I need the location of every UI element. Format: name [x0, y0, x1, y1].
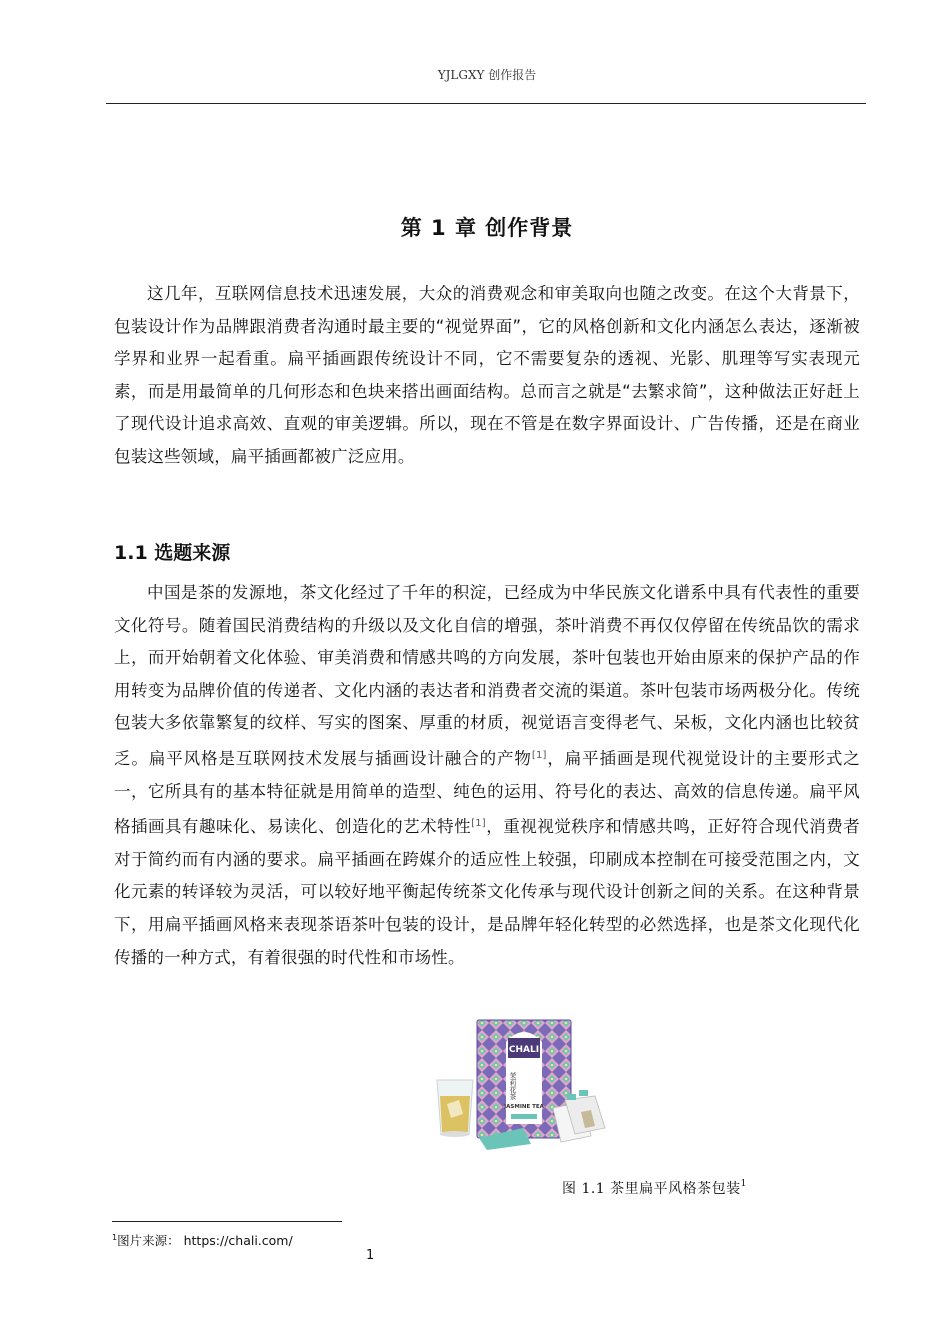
footnote: [112, 1231, 293, 1249]
footnote-mark: 1: [112, 1233, 118, 1242]
intro-paragraph: 这几年，互联网信息技术迅速发展，大众的消费观念和审美取向也随之改变。在这个大背景下，包装设计作为品牌跟消费者沟通时最主要的“视觉界面”，它的风格创新和文化内涵怎么表达，逐渐被学界和业界一起看重。扁平插画跟传统设计不同，它不需要复杂的透视、光影、肌理等写实表现元素，而是用最简单的几何形态和色块来搭出画面结构。总而言之就是“去繁求简”，这种做法正好赶上了现代设计追求高效、直观的审美逻辑。所以，现在不管是在数字界面设计、广告传播，还是在商业包装这些领域，扁平插画都被广泛应用。: [114, 284, 860, 466]
section-paragraph: [114, 577, 860, 974]
tea-glass: [437, 1080, 473, 1137]
header-rule: [106, 103, 866, 104]
footnote-label: 图片来源：: [117, 1233, 180, 1248]
footnote-rule: [112, 1221, 342, 1222]
page-number: 1: [366, 1248, 375, 1263]
figure-footnote-mark[interactable]: 1: [740, 1179, 747, 1189]
section-text-2: ，扁平插画是现代视觉设计的主要形式之一，它所具有的基本特征就是用简单的造型、纯色的运用、符号化的表达、高效的信息传递。扁平风格插画具有趣味化、易读化、创造化的艺术特性: [114, 748, 860, 837]
section-text-3: ，重视视觉秩序和情感共鸣，正好符合现代消费者对于简约而有内涵的要求。扁平插画在跨媒介的适应性上较强，印刷成本控制在可接受范围之内，文化元素的转译较为灵活，可以较好地平衡起传统茶文化传承与现代设计创新之间的关系。在这种背景下，用扁平插画风格来表现茶语茶叶包装的设计，是品牌年轻化转型的必然选择，也是茶文化现代化传播的一种方式，有着很强的时代性和市场性。: [114, 817, 861, 967]
figure-caption-text: 图 1.1 茶里扁平风格茶包装: [562, 1181, 741, 1197]
running-header: YJLGXY 创作报告: [437, 68, 537, 82]
section-text-1: 中国是茶的发源地，茶文化经过了千年的积淀，已经成为中华民族文化谱系中具有代表性的重要文化符号。随着国民消费结构的升级以及文化自信的增强，茶叶消费不再仅仅停留在传统品饮的需求上，而开始朝着文化体验、审美消费和情感共鸣的方向发展，茶叶包装也开始由原来的保护产品的作用转变为品牌价值的传递者、文化内涵的表达者和消费者交流的渠道。茶叶包装市场两极分化。传统包装大多依靠繁复的纹样、写实的图案、厚重的材质，视觉语言变得老气、呆板，文化内涵也比较贫乏。扁平风格是互联网技术发展与插画设计融合的产物: [114, 583, 860, 768]
product-name-cn: 茉莉花茶: [509, 1072, 517, 1100]
figure-caption: [562, 1178, 747, 1198]
product-name-en: JASMINE TEA: [504, 1104, 544, 1110]
brand-logo-text: CHALI: [508, 1045, 540, 1055]
chapter-title: 第 1 章 创作背景: [400, 216, 574, 240]
citation-2[interactable]: [1]: [471, 818, 486, 830]
citation-1[interactable]: [1]: [531, 749, 547, 761]
footnote-url[interactable]: https://chali.com/: [183, 1233, 293, 1248]
tea-package-image: [433, 1016, 609, 1150]
section-heading: 1.1 选题来源: [114, 542, 231, 564]
